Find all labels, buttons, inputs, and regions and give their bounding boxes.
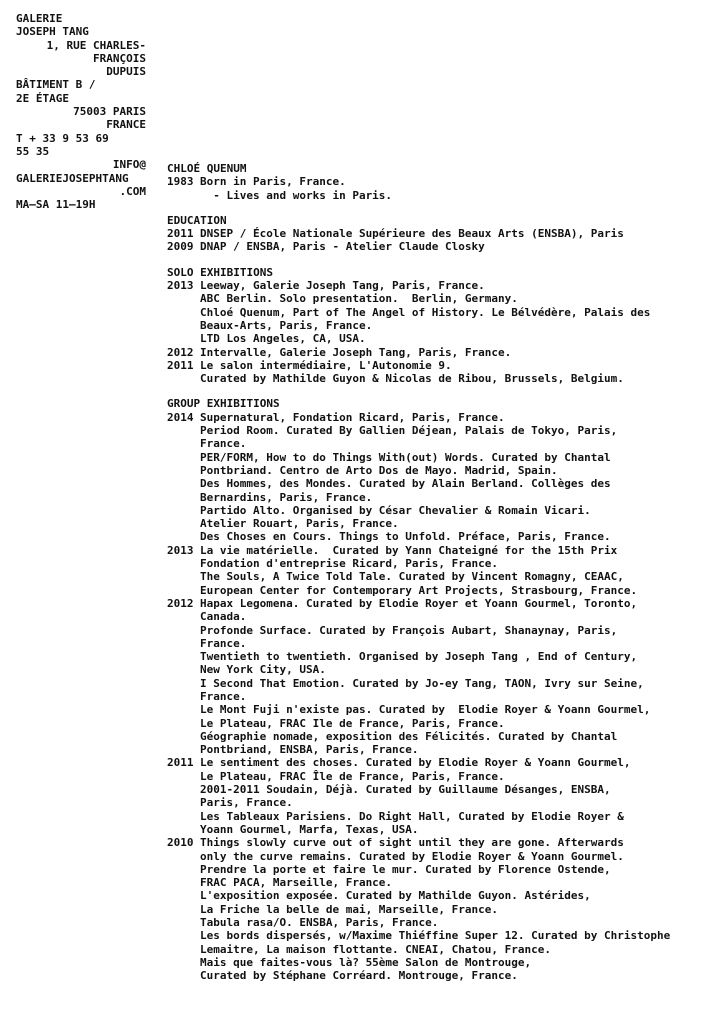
bio-text: Born in Paris, France.: [200, 175, 346, 189]
cv-entry-line: [167, 597, 715, 610]
cv-entry-line: [167, 451, 715, 464]
cv-entry-line: [167, 783, 715, 796]
entry-text: Beaux-Arts, Paris, France.: [200, 318, 373, 332]
email-link-line[interactable]: GALERIEJOSEPHTANG: [16, 171, 129, 185]
bio-line: [167, 175, 715, 188]
cv-entry-line: [167, 796, 715, 809]
entry-text: Period Room. Curated By Gallien Déjean, Palais de Tokyo, Paris,: [200, 424, 618, 438]
entry-text: Hapax Legomena. Curated by Elodie Royer et Yoann Gourmel, Toronto,: [200, 596, 638, 610]
cv-content: [167, 162, 715, 983]
section-heading: EDUCATION: [167, 213, 227, 227]
year-label: 2012: [167, 345, 194, 359]
cv-entry-line: [167, 240, 715, 253]
entry-text: Canada.: [200, 610, 247, 624]
cv-entry-line: [167, 717, 715, 730]
cv-entry-line: [167, 943, 715, 956]
artist-name: CHLOÉ QUENUM: [167, 162, 247, 175]
cv-entry-line: [167, 770, 715, 783]
entry-text: Bernardins, Paris, France.: [200, 490, 373, 504]
entry-text: La vie matérielle. Curated by Yann Chateigné for the 15th Prix: [200, 543, 618, 557]
cv-entry-line: [167, 743, 715, 756]
entry-text: Lemaitre, La maison flottante. CNEAI, Chatou, France.: [200, 942, 551, 956]
cv-entry-line: [167, 637, 715, 650]
entry-text: Things slowly curve out of sight until they are gone. Afterwards: [200, 836, 624, 850]
cv-entry-line: [167, 306, 715, 319]
year-label: 2011: [167, 756, 194, 770]
year-label: 2011: [167, 358, 194, 372]
year-label: 2014: [167, 410, 194, 424]
entry-text: Pontbriand, ENSBA, Paris, France.: [200, 743, 419, 757]
entry-text: LTD Los Angeles, CA, USA.: [200, 332, 366, 346]
cv-entry-line: [167, 810, 715, 823]
entry-text: Chloé Quenum, Part of The Angel of History. Le Bélvédère, Palais des: [200, 305, 651, 319]
year-label: 1983: [167, 175, 194, 189]
contact-line: FRANÇOIS: [93, 51, 146, 65]
cv-entry-line: [167, 530, 715, 543]
cv-entry-line: [167, 584, 715, 597]
year-label: 2013: [167, 279, 194, 293]
cv-entry-line: [167, 424, 715, 437]
email-link-line[interactable]: .COM: [119, 184, 146, 198]
section-spacer: [167, 202, 715, 214]
cv-entry-line: [167, 956, 715, 969]
entry-text: PER/FORM, How to do Things With(out) Words. Curated by Chantal: [200, 450, 611, 464]
year-label: 2012: [167, 596, 194, 610]
entry-text: Les Tableaux Parisiens. Do Right Hall, Curated by Elodie Royer &: [200, 809, 624, 823]
entry-text: Supernatural, Fondation Ricard, Paris, France.: [200, 410, 505, 424]
cv-entry-line: [167, 372, 715, 385]
entry-text: France.: [200, 689, 247, 703]
entry-text: Le Plateau, FRAC Ile de France, Paris, France.: [200, 716, 505, 730]
entry-text: Le Plateau, FRAC Île de France, Paris, France.: [200, 769, 505, 783]
cv-entry-line: [167, 319, 715, 332]
entry-text: I Second That Emotion. Curated by Jo-ey Tang, TAON, Ivry sur Seine,: [200, 676, 644, 690]
entry-text: Tabula rasa/O. ENSBA, Paris, France.: [200, 916, 439, 930]
entry-text: only the curve remains. Curated by Elodie Royer & Yoann Gourmel.: [200, 849, 624, 863]
entry-text: Paris, France.: [200, 796, 293, 810]
contact-line: 1, RUE CHARLES-: [46, 38, 146, 52]
cv-entry-line: [167, 823, 715, 836]
cv-entry-line: [167, 570, 715, 583]
contact-line: MA—SA 11—19H: [16, 198, 96, 212]
entry-text: New York City, USA.: [200, 663, 326, 677]
entry-text: France.: [200, 437, 247, 451]
cv-entry-line: [167, 690, 715, 703]
section-spacer: [167, 254, 715, 266]
cv-entry-line: [167, 876, 715, 889]
cv-entry-line: [167, 477, 715, 490]
entry-text: 2001-2011 Soudain, Déjà. Curated by Guillaume Désanges, ENSBA,: [200, 783, 611, 797]
gallery-contact-block: [16, 12, 146, 211]
year-label: 2009: [167, 240, 194, 254]
section-heading: SOLO EXHIBITIONS: [167, 265, 273, 279]
contact-line: 2E ÉTAGE: [16, 91, 69, 105]
entry-text: Des Hommes, des Mondes. Curated by Alain Berland. Collèges des: [200, 477, 611, 491]
entry-text: The Souls, A Twice Told Tale. Curated by Vincent Romagny, CEAAC,: [200, 570, 624, 584]
cv-entry-line: [167, 889, 715, 902]
entry-text: European Center for Contemporary Art Projects, Strasbourg, France.: [200, 583, 638, 597]
cv-entry-line: [167, 756, 715, 769]
email-link-line[interactable]: INFO@: [112, 158, 146, 172]
cv-entry-line: [167, 464, 715, 477]
cv-entry-line: [167, 650, 715, 663]
cv-entry-line: [167, 903, 715, 916]
entry-text: Curated by Stéphane Corréard. Montrouge, France.: [200, 969, 518, 983]
cv-entry-line: [167, 730, 715, 743]
entry-text: DNAP / ENSBA, Paris - Atelier Claude Closky: [200, 240, 485, 254]
contact-line: BÂTIMENT B /: [16, 78, 96, 92]
entry-text: La Friche la belle de mai, Marseille, France.: [200, 902, 499, 916]
contact-line: JOSEPH TANG: [16, 25, 89, 39]
cv-entry-line: [167, 332, 715, 345]
entry-text: Géographie nomade, exposition des Félicités. Curated by Chantal: [200, 729, 618, 743]
year-label: 2013: [167, 543, 194, 557]
contact-line: GALERIE: [16, 12, 63, 25]
entry-text: L'exposition exposée. Curated by Mathilde Guyon. Astérides,: [200, 889, 591, 903]
cv-entry-line: [167, 663, 715, 676]
section-heading: GROUP EXHIBITIONS: [167, 397, 280, 411]
entry-text: Intervalle, Galerie Joseph Tang, Paris, France.: [200, 345, 512, 359]
cv-entry-line: [167, 969, 715, 982]
entry-text: Fondation d'entreprise Ricard, Paris, France.: [200, 557, 499, 571]
section-spacer: [167, 385, 715, 397]
cv-entry-line: [167, 863, 715, 876]
cv-entry-line: [167, 836, 715, 849]
cv-entry-line: [167, 346, 715, 359]
entry-text: DNSEP / École Nationale Supérieure des Beaux Arts (ENSBA), Paris: [200, 227, 624, 241]
entry-text: Le sentiment des choses. Curated by Elodie Royer & Yoann Gourmel,: [200, 756, 631, 770]
cv-entry-line: [167, 359, 715, 372]
contact-line: 55 35: [16, 144, 50, 158]
entry-text: Le salon intermédiaire, L'Autonomie 9.: [200, 358, 452, 372]
cv-entry-line: [167, 437, 715, 450]
entry-text: Les bords dispersés, w/Maxime Thiéffine Super 12. Curated by Christophe: [200, 929, 671, 943]
cv-entry-line: [167, 292, 715, 305]
entry-text: Leeway, Galerie Joseph Tang, Paris, France.: [200, 279, 485, 293]
entry-text: Le Mont Fuji n'existe pas. Curated by Elodie Royer & Yoann Gourmel,: [200, 703, 651, 717]
entry-text: Des Choses en Cours. Things to Unfold. Préface, Paris, France.: [200, 530, 611, 544]
cv-entry-line: [167, 929, 715, 942]
cv-entry-line: [167, 850, 715, 863]
cv-entry-line: [167, 227, 715, 240]
cv-entry-line: [167, 557, 715, 570]
entry-text: FRAC PACA, Marseille, France.: [200, 876, 393, 890]
cv-entry-line: [167, 491, 715, 504]
entry-text: Prendre la porte et faire le mur. Curated by Florence Ostende,: [200, 862, 611, 876]
cv-entry-line: [167, 703, 715, 716]
entry-text: Curated by Mathilde Guyon & Nicolas de Ribou, Brussels, Belgium.: [200, 372, 624, 386]
entry-text: Twentieth to twentieth. Organised by Joseph Tang , End of Century,: [200, 650, 638, 664]
cv-entry-line: [167, 504, 715, 517]
cv-entry-line: [167, 411, 715, 424]
entry-text: Yoann Gourmel, Marfa, Texas, USA.: [200, 822, 419, 836]
cv-entry-line: [167, 610, 715, 623]
entry-text: Pontbriand. Centro de Arto Dos de Mayo. Madrid, Spain.: [200, 463, 558, 477]
bio-text: - Lives and works in Paris.: [200, 188, 393, 202]
contact-line: 75003 PARIS: [73, 105, 146, 119]
year-label: 2011: [167, 227, 194, 241]
year-label: 2010: [167, 836, 194, 850]
entry-text: France.: [200, 636, 247, 650]
entry-text: Partido Alto. Organised by César Chevalier & Romain Vicari.: [200, 503, 591, 517]
contact-line: DUPUIS: [106, 65, 146, 79]
cv-entry-line: [167, 544, 715, 557]
contact-line: FRANCE: [106, 118, 146, 132]
cv-entry-line: [167, 517, 715, 530]
contact-line: T + 33 9 53 69: [16, 131, 109, 145]
entry-text: Atelier Rouart, Paris, France.: [200, 517, 399, 531]
cv-entry-line: [167, 279, 715, 292]
bio-line: [167, 189, 715, 202]
cv-entry-line: [167, 677, 715, 690]
cv-entry-line: [167, 624, 715, 637]
entry-text: ABC Berlin. Solo presentation. Berlin, Germany.: [200, 292, 518, 306]
entry-text: Mais que faites-vous là? 55ème Salon de Montrouge,: [200, 955, 532, 969]
cv-entry-line: [167, 916, 715, 929]
entry-text: Profonde Surface. Curated by François Aubart, Shanaynay, Paris,: [200, 623, 618, 637]
